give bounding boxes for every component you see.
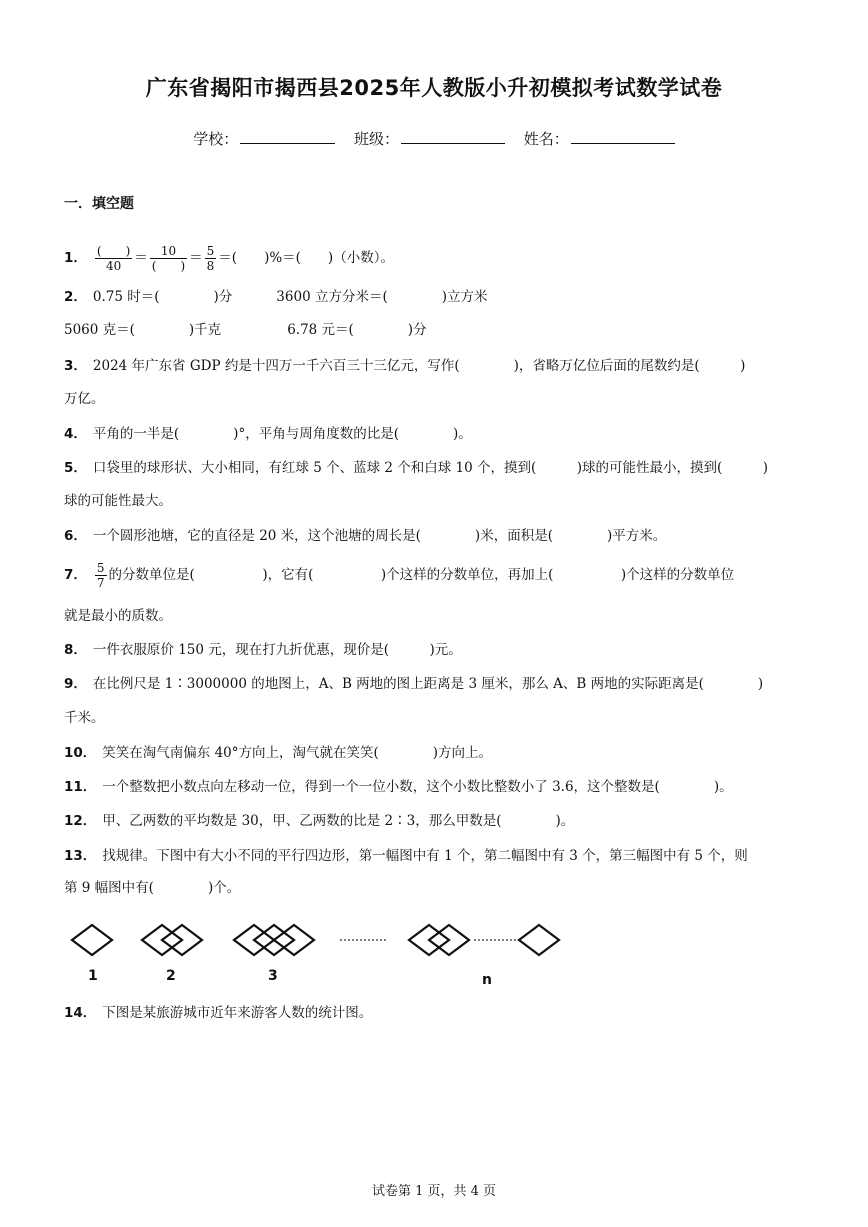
denominator: ( ) (151, 259, 186, 273)
numerator: 5 (206, 244, 215, 258)
question-number: 1． (64, 250, 87, 266)
question-10 (64, 737, 814, 770)
question-7 (64, 559, 814, 592)
question-5 (64, 452, 814, 485)
section-title: 一．填空题 (64, 196, 134, 212)
numerator: 10 (150, 244, 187, 259)
question-number: 5． (64, 460, 87, 476)
question-part-c: 5060 克＝( )千克 (64, 322, 222, 338)
denominator: 8 (206, 259, 215, 273)
question-text: 在比例尺是 1∶3000000 的地图上，A、B 两地的图上距离是 3 厘米，那么 A、B 两地的实际距离是( ) (92, 676, 764, 692)
school-label: 学校： (193, 130, 239, 148)
question-number: 2． (64, 289, 87, 305)
numerator: ( ) (96, 244, 131, 258)
question-7-line2: 就是最小的质数。 (64, 608, 172, 624)
fraction (205, 244, 217, 273)
question-number: 12． (64, 813, 97, 829)
question-text: 找规律。下图中有大小不同的平行四边形，第一幅图中有 1 个，第二幅图中有 3 个，第三幅图中有 5 个，则 (102, 848, 748, 864)
name-label: 姓名： (523, 130, 569, 148)
question-text: 一件衣服原价 150 元，现在打九折优惠，现价是( )元。 (92, 642, 462, 658)
question-13 (64, 840, 814, 873)
question-text: 甲、乙两数的平均数是 30，甲、乙两数的比是 2∶3，那么甲数是( )。 (102, 813, 575, 829)
question-9 (64, 668, 814, 701)
fraction (95, 561, 107, 590)
question-part-b: 3600 立方分米＝( )立方米 (276, 289, 488, 305)
question-9-line2: 千米。 (64, 710, 105, 726)
question-text: 2024 年广东省 GDP 约是十四万一千六百三十三亿元，写作( )，省略万亿位后面的尾数约是( ) (92, 358, 746, 374)
question-12 (64, 805, 814, 838)
question-4 (64, 418, 814, 451)
question-number: 11． (64, 779, 97, 795)
question-text: 一个圆形池塘，它的直径是 20 米，这个池塘的周长是( )米，面积是( )平方米。 (92, 528, 667, 544)
question-text: 笑笑在淘气南偏东 40°方向上，淘气就在笑笑( )方向上。 (102, 745, 493, 761)
question-13-line2: 第 9 幅图中有( )个。 (64, 880, 241, 896)
question-3 (64, 350, 814, 383)
rhombus (72, 925, 112, 955)
figure-label-2: 2 (166, 968, 176, 984)
equals-sign: ＝ (134, 250, 148, 266)
name-field[interactable] (571, 142, 675, 144)
question-part-d: 6.78 元＝( )分 (287, 322, 427, 338)
rhombus (519, 925, 559, 955)
figure-label-1: 1 (88, 968, 98, 984)
question-5-line2: 球的可能性最大。 (64, 493, 172, 509)
question-text: 平角的一半是( )°，平角与周角度数的比是( )。 (92, 426, 472, 442)
question-number: 3． (64, 358, 87, 374)
exam-title: 广东省揭阳市揭西县2025年人教版小升初模拟考试数学试卷 (145, 76, 723, 100)
fraction (150, 244, 187, 273)
class-field[interactable] (401, 142, 505, 144)
page-footer: 试卷第 1 页，共 4 页 (371, 1184, 497, 1199)
question-text: ＝( )%＝( )（小数）。 (218, 250, 394, 266)
question-part-a: 0.75 时＝( )分 (92, 289, 233, 305)
parallelogram-pattern-figure (64, 920, 604, 990)
question-number: 8． (64, 642, 87, 658)
question-number: 4． (64, 426, 87, 442)
question-number: 13． (64, 848, 97, 864)
question-14 (64, 997, 814, 1030)
question-number: 6． (64, 528, 87, 544)
question-2-line2 (64, 314, 814, 347)
question-number: 7． (64, 567, 87, 583)
question-8 (64, 634, 814, 667)
parallelogram-pattern-svg (64, 920, 604, 970)
question-11 (64, 771, 814, 804)
question-text: 下图是某旅游城市近年来游客人数的统计图。 (102, 1005, 373, 1021)
figure-label-n: n (482, 972, 492, 988)
figure-label-3: 3 (268, 968, 278, 984)
question-text: 的分数单位是( )，它有( )个这样的分数单位，再加上( )个这样的分数单位 (108, 567, 735, 583)
student-info-row (0, 128, 868, 149)
class-label: 班级： (353, 130, 399, 148)
question-3-line2: 万亿。 (64, 391, 105, 407)
question-number: 14． (64, 1005, 97, 1021)
denominator: 40 (105, 259, 122, 273)
question-6 (64, 520, 814, 553)
question-text: 一个整数把小数点向左移动一位，得到一个一位小数，这个小数比整数小了 3.6，这个整数是( )。 (102, 779, 733, 795)
denominator: 7 (96, 576, 105, 590)
question-number: 10． (64, 745, 97, 761)
fraction (95, 244, 132, 273)
numerator: 5 (96, 561, 105, 575)
question-number: 9． (64, 676, 87, 692)
school-field[interactable] (240, 142, 335, 144)
question-1 (64, 242, 814, 275)
equals-sign: ＝ (189, 250, 203, 266)
question-2 (64, 281, 814, 314)
question-text: 口袋里的球形状、大小相同，有红球 5 个、蓝球 2 个和白球 10 个，摸到( )球的可能性最小，摸到( ) (92, 460, 769, 476)
